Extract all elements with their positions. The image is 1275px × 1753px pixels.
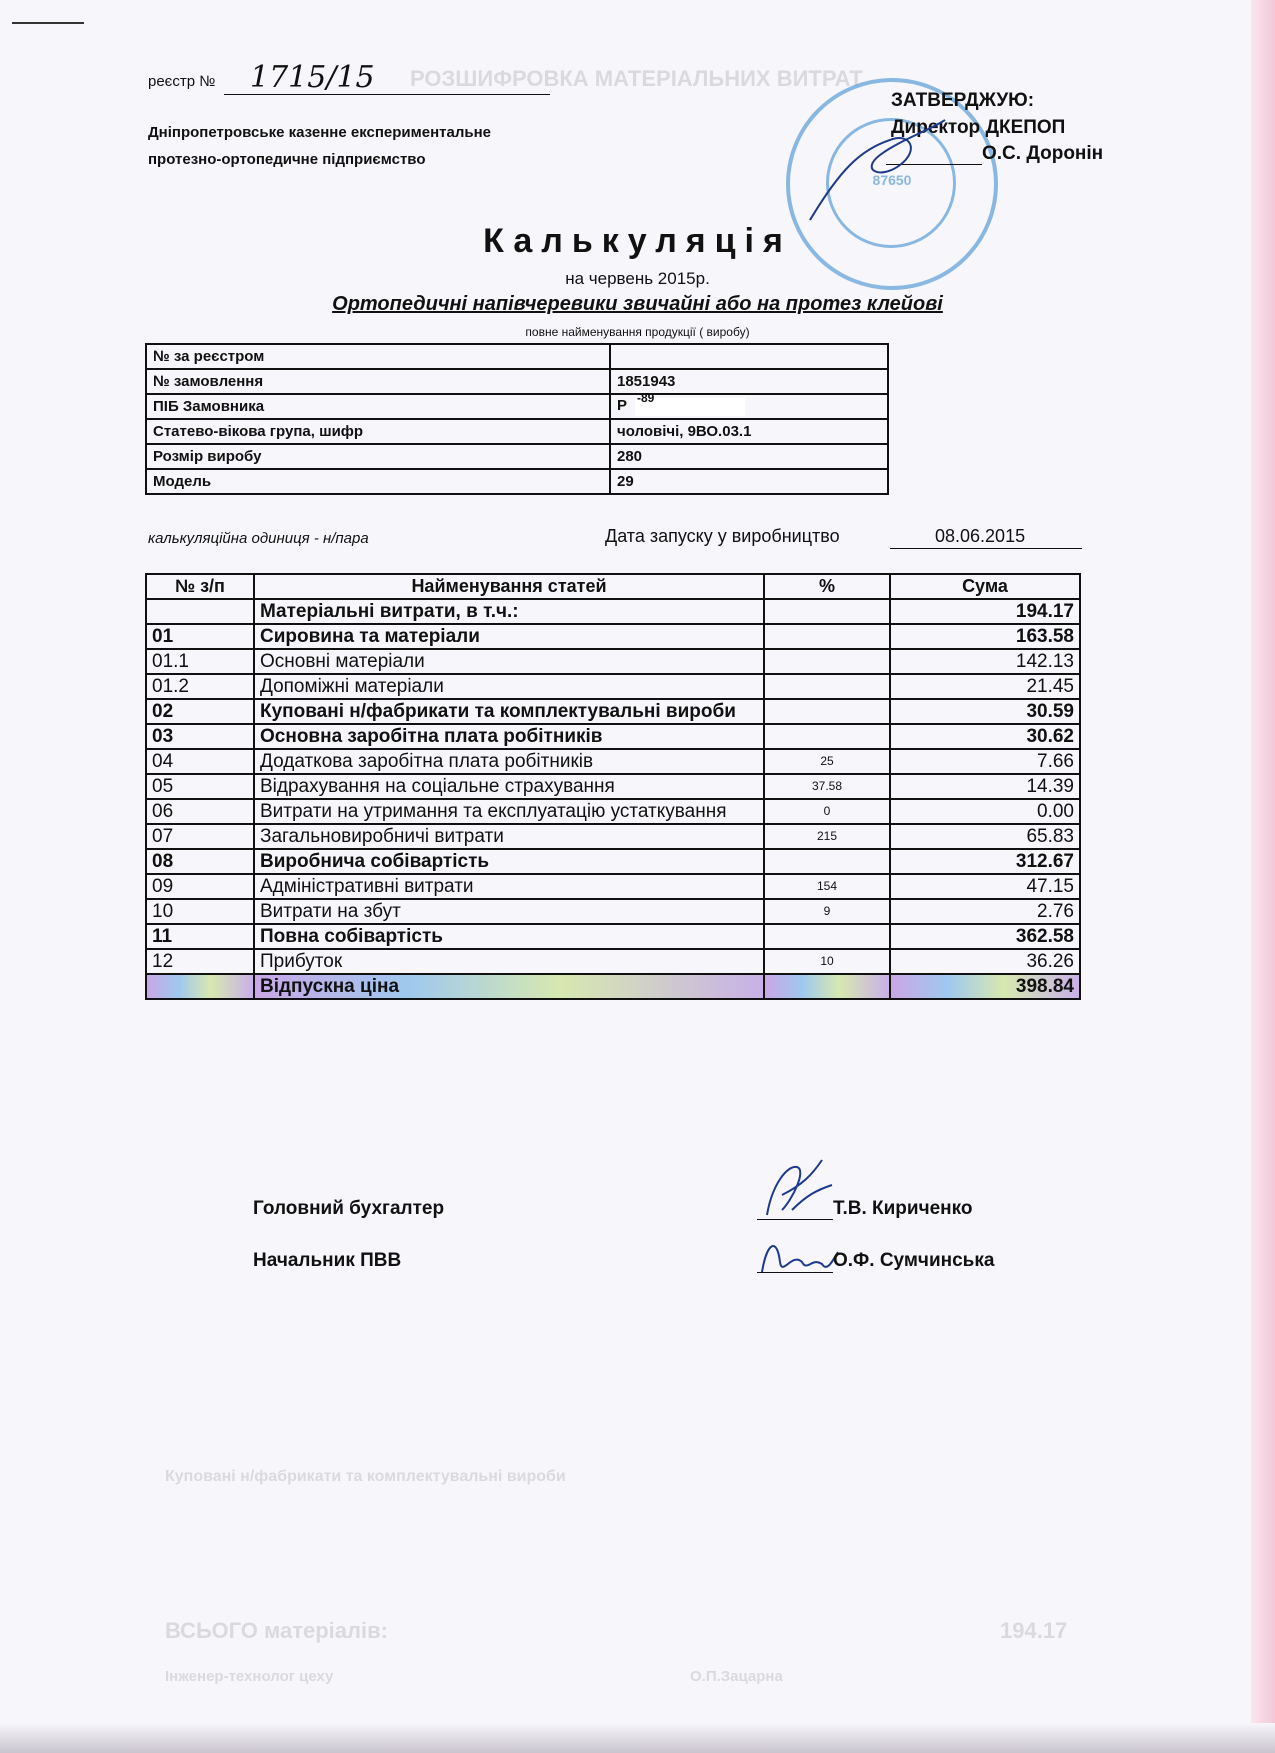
head-pvv-signature — [752, 1232, 842, 1292]
row-pct: 37.58 — [764, 774, 890, 799]
stamp-code: 87650 — [872, 172, 912, 188]
row-sum: 7.66 — [890, 749, 1080, 774]
registry-number: 1715/15 — [250, 60, 375, 95]
table-row — [146, 774, 1080, 799]
bleed-total-value: 194.17 — [1000, 1618, 1068, 1643]
row-num: 01.2 — [146, 674, 254, 699]
table-row — [146, 699, 1080, 724]
row-num: 09 — [146, 874, 254, 899]
row-sum: 47.15 — [890, 874, 1080, 899]
product-name: Ортопедичні напівчеревики звичайні або на протез клейові — [332, 293, 943, 315]
col-header-pct: % — [764, 574, 890, 599]
chief-accountant-name: Т.В. Кириченко — [833, 1198, 973, 1219]
row-sum: 30.62 — [890, 724, 1080, 749]
table-row — [146, 899, 1080, 924]
row-name: Прибуток — [254, 949, 764, 974]
table-row — [146, 649, 1080, 674]
row-num: 02 — [146, 699, 254, 724]
row-sum: 312.67 — [890, 849, 1080, 874]
order-info-table — [145, 343, 889, 495]
head-pvv-title: Начальник ПВВ — [253, 1250, 402, 1271]
row-name: Повна собівартість — [254, 924, 764, 949]
row-name: Відпускна ціна — [254, 974, 764, 999]
row-sum: 2.76 — [890, 899, 1080, 924]
row-sum: 0.00 — [890, 799, 1080, 824]
row-num — [146, 974, 254, 999]
bleed-heading: РОЗШИФРОВКА МАТЕРІАЛЬНИХ ВИТРАТ — [410, 66, 863, 91]
row-pct — [764, 699, 890, 724]
row-sum: 21.45 — [890, 674, 1080, 699]
row-name: Витрати на утримання та експлуатацію устаткування — [254, 799, 764, 824]
row-pct: 10 — [764, 949, 890, 974]
row-sum: 194.17 — [890, 599, 1080, 624]
row-name: Витрати на збут — [254, 899, 764, 924]
row-pct — [764, 674, 890, 699]
col-header-sum: Сума — [890, 574, 1080, 599]
row-sum: 36.26 — [890, 949, 1080, 974]
table-row — [146, 599, 1080, 624]
table-row — [146, 924, 1080, 949]
row-name: Загальновиробничі витрати — [254, 824, 764, 849]
table-row — [146, 824, 1080, 849]
unit-label: калькуляційна одиниця - н/пара — [148, 530, 369, 547]
info-row — [146, 469, 888, 494]
info-label: Модель — [146, 469, 610, 494]
row-sum: 362.58 — [890, 924, 1080, 949]
row-name: Адміністративні витрати — [254, 874, 764, 899]
row-name: Куповані н/фабрикати та комплектувальні вироби — [254, 699, 764, 724]
row-pct: 25 — [764, 749, 890, 774]
table-row — [146, 724, 1080, 749]
row-pct — [764, 724, 890, 749]
col-header-name: Найменування статей — [254, 574, 764, 599]
row-name: Матеріальні витрати, в т.ч.: — [254, 599, 764, 624]
info-value-cell — [610, 391, 888, 419]
launch-date: 08.06.2015 — [935, 526, 1026, 546]
table-row — [146, 624, 1080, 649]
page-edge — [1251, 0, 1275, 1753]
approval-line3: О.С. Доронін — [982, 143, 1104, 164]
row-pct — [764, 974, 890, 999]
launch-underline — [890, 548, 1082, 549]
period: на червень 2015р. — [565, 269, 710, 288]
table-row — [146, 799, 1080, 824]
info-label: Статево-вікова група, шифр — [146, 419, 610, 444]
chief-accountant-signature — [752, 1155, 842, 1225]
row-name: Основні матеріали — [254, 649, 764, 674]
table-row — [146, 849, 1080, 874]
row-name: Виробнича собівартість — [254, 849, 764, 874]
table-row — [146, 674, 1080, 699]
row-name: Відрахування на соціальне страхування — [254, 774, 764, 799]
row-num: 10 — [146, 899, 254, 924]
row-sum: 398.84 — [890, 974, 1080, 999]
row-sum: 14.39 — [890, 774, 1080, 799]
row-name: Основна заробітна плата робітників — [254, 724, 764, 749]
document-title: Калькуляція — [483, 222, 792, 260]
info-value: 280 — [610, 444, 888, 469]
row-pct — [764, 599, 890, 624]
cost-table — [145, 573, 1081, 1000]
row-num: 05 — [146, 774, 254, 799]
head-pvv-name: О.Ф. Сумчинська — [833, 1250, 995, 1271]
bleed-engineer-name: О.П.Зацарна — [690, 1668, 783, 1685]
row-num: 04 — [146, 749, 254, 774]
director-signature — [800, 110, 950, 230]
row-pct — [764, 924, 890, 949]
enterprise-line1: Дніпропетровське казенне експериментальне — [148, 124, 491, 141]
scanner-edge — [0, 1723, 1275, 1753]
row-pct — [764, 624, 890, 649]
bleed-total-label: ВСЬОГО матеріалів: — [165, 1618, 388, 1643]
row-num: 11 — [146, 924, 254, 949]
row-name: Додаткова заробітна плата робітників — [254, 749, 764, 774]
info-row — [146, 444, 888, 469]
bleed-engineer: Інженер-технолог цеху — [165, 1668, 334, 1685]
customer-initial: Р — [617, 397, 628, 415]
customer-suffix: -89 — [637, 391, 655, 405]
info-value: 1851943 — [610, 369, 888, 394]
row-num: 01.1 — [146, 649, 254, 674]
info-label: № замовлення — [146, 369, 610, 394]
row-num: 08 — [146, 849, 254, 874]
col-header-num: № з/п — [146, 574, 254, 599]
table-row — [146, 749, 1080, 774]
row-num: 03 — [146, 724, 254, 749]
row-name: Сировина та матеріали — [254, 624, 764, 649]
info-row — [146, 394, 888, 419]
table-row — [146, 949, 1080, 974]
row-sum: 65.83 — [890, 824, 1080, 849]
approval-line1: ЗАТВЕРДЖУЮ: — [891, 90, 1035, 111]
bleed-section: Куповані н/фабрикати та комплектувальні вироби — [165, 1468, 566, 1485]
row-pct: 154 — [764, 874, 890, 899]
info-value: чоловічі, 9ВО.03.1 — [610, 419, 888, 444]
info-value — [610, 344, 888, 369]
info-label: № за реєстром — [146, 344, 610, 369]
row-num: 12 — [146, 949, 254, 974]
info-value: 29 — [610, 469, 888, 494]
row-sum: 163.58 — [890, 624, 1080, 649]
registry-label: реєстр № — [148, 73, 216, 90]
enterprise-line2: протезно-ортопедичне підприємство — [148, 151, 426, 168]
approval-line2: Директор ДКЕПОП — [891, 117, 1066, 138]
row-name: Допоміжні матеріали — [254, 674, 764, 699]
row-pct: 215 — [764, 824, 890, 849]
row-pct — [764, 649, 890, 674]
info-row — [146, 419, 888, 444]
row-num: 06 — [146, 799, 254, 824]
table-row-total — [146, 974, 1080, 999]
row-pct: 0 — [764, 799, 890, 824]
chief-accountant-title: Головний бухгалтер — [253, 1198, 445, 1219]
info-label: Розмір виробу — [146, 444, 610, 469]
row-num: 07 — [146, 824, 254, 849]
corner-mark — [12, 22, 84, 24]
launch-label: Дата запуску у виробництво — [605, 526, 840, 546]
row-num: 01 — [146, 624, 254, 649]
row-sum: 142.13 — [890, 649, 1080, 674]
info-row — [146, 369, 888, 394]
cost-table-header — [146, 574, 1080, 599]
row-pct — [764, 849, 890, 874]
product-caption: повне найменування продукції ( виробу) — [525, 325, 750, 339]
row-sum: 30.59 — [890, 699, 1080, 724]
row-pct: 9 — [764, 899, 890, 924]
info-label: ПІБ Замовника — [146, 394, 610, 419]
table-row — [146, 874, 1080, 899]
info-row — [146, 344, 888, 369]
row-num — [146, 599, 254, 624]
